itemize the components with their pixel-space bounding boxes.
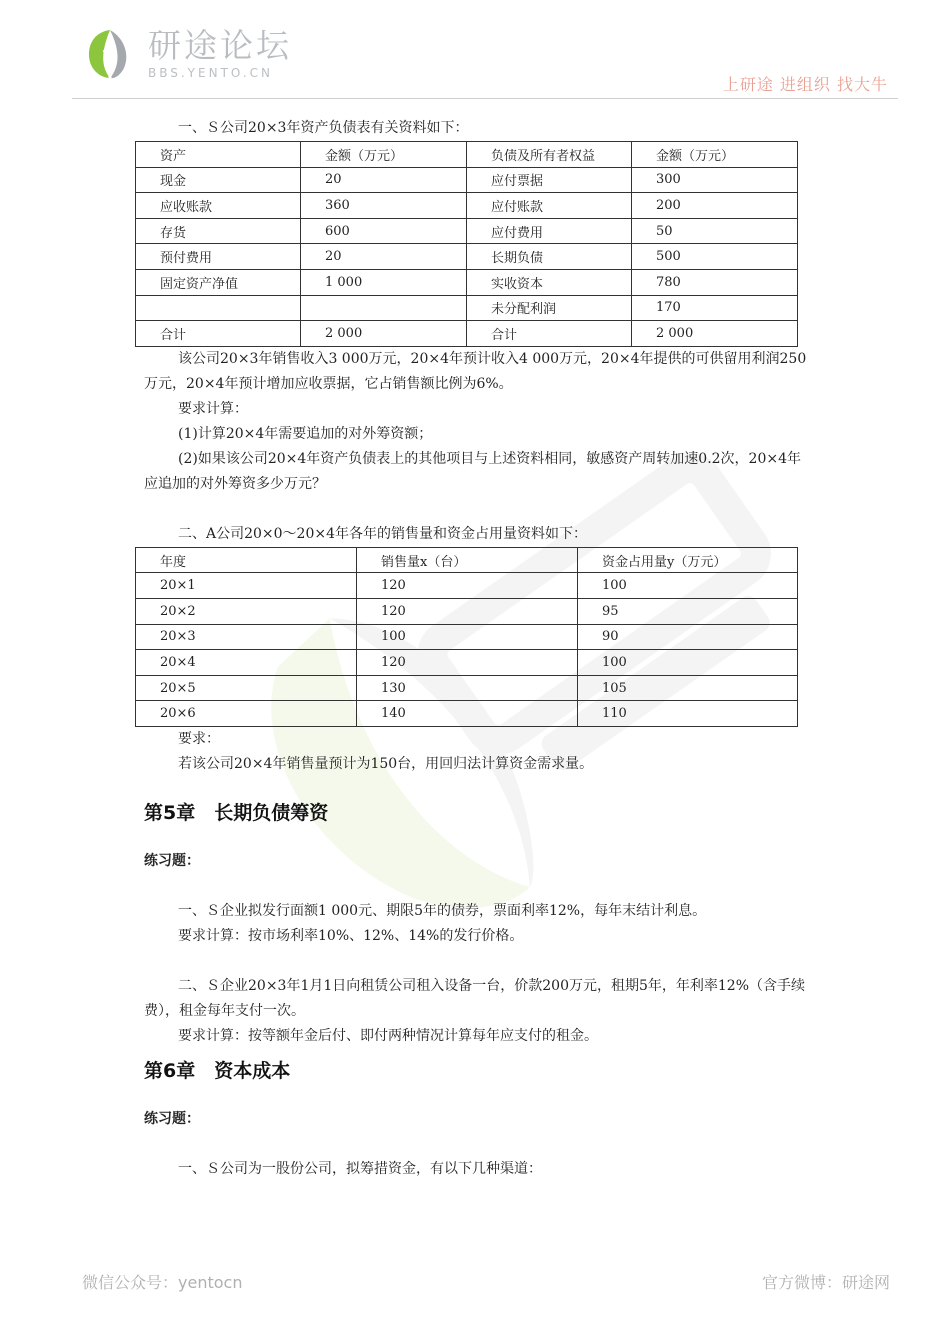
table-cell: 20×4 — [136, 650, 357, 676]
table-cell: 现金 — [136, 167, 301, 193]
table-header-cell: 年度 — [136, 547, 357, 573]
table-cell: 200 — [632, 193, 798, 219]
table-cell: 360 — [301, 193, 467, 219]
table-row — [136, 167, 798, 193]
table-header-cell: 销售量x（台） — [357, 547, 578, 573]
section1-question-1: (1)计算20×4年需要追加的对外筹资额； — [178, 425, 433, 442]
logo-title: 研途论坛 — [148, 26, 292, 65]
table-cell: 20×3 — [136, 624, 357, 650]
table-cell: 120 — [357, 573, 578, 599]
table-cell: 20 — [301, 167, 467, 193]
table-cell: 应付票据 — [467, 167, 632, 193]
table-cell: 120 — [357, 598, 578, 624]
table-cell: 100 — [578, 573, 798, 599]
site-logo[interactable] — [80, 24, 292, 84]
table-row — [136, 244, 798, 270]
chapter6-exercise-label: 练习题： — [144, 1110, 200, 1127]
table-cell: 20×1 — [136, 573, 357, 599]
header-divider — [72, 98, 898, 99]
table-cell: 170 — [632, 295, 798, 321]
chapter5-question-1: 一、Ｓ企业拟发行面额1 000元、期限5年的债券，票面利率12%，每年末结计利息。 — [178, 902, 707, 919]
table-cell: 合计 — [467, 321, 632, 347]
table-cell: 预付费用 — [136, 244, 301, 270]
table-cell — [301, 295, 467, 321]
chapter6-title: 第6章 资本成本 — [144, 1059, 291, 1082]
table-cell: 105 — [578, 675, 798, 701]
table-header-row — [136, 547, 798, 573]
section1-paragraph: 该公司20×3年销售收入3 000万元，20×4年预计收入4 000万元，20×4年提供的可供留用利润250万元，20×4年预计增加应收票据，它占销售额比例为6%。 — [144, 350, 807, 392]
section2-requirement: 若该公司20×4年销售量预计为150台，用回归法计算资金需求量。 — [178, 755, 594, 772]
table-row — [136, 701, 798, 727]
chapter5-question-2: 二、Ｓ企业20×3年1月1日向租赁公司租入设备一台，价款200万元，租期5年，年利率12%（含手续费），租金每年支付一次。 — [144, 977, 806, 1019]
table-row — [136, 675, 798, 701]
table-header-cell: 金额（万元） — [632, 142, 798, 168]
section1-question-2: (2)如果该公司20×4年资产负债表上的其他项目与上述资料相同，敏感资产周转加速0.2次，20×4年应追加的对外筹资多少万元？ — [144, 450, 801, 492]
table-cell: 100 — [578, 650, 798, 676]
table-cell: 90 — [578, 624, 798, 650]
table-row — [136, 193, 798, 219]
table-cell: 120 — [357, 650, 578, 676]
table-header-cell: 负债及所有者权益 — [467, 142, 632, 168]
chapter5-title: 第5章 长期负债筹资 — [144, 801, 329, 824]
table-cell: 存货 — [136, 218, 301, 244]
section2-requirement-label: 要求： — [178, 730, 220, 747]
header-slogan: 上研途 进组织 找大牛 — [722, 75, 888, 94]
table-row — [136, 598, 798, 624]
table-cell — [136, 295, 301, 321]
section1-intro: 一、Ｓ公司20×3年资产负债表有关资料如下： — [178, 120, 469, 136]
balance-sheet-table — [135, 141, 798, 347]
table-cell: 20×6 — [136, 701, 357, 727]
footer-weibo: 官方微博：研途网 — [761, 1273, 890, 1292]
table-row — [136, 624, 798, 650]
section2-intro: 二、A公司20×0～20×4年各年的销售量和资金占用量资料如下： — [178, 525, 588, 542]
table-header-row — [136, 142, 798, 168]
table-row — [136, 218, 798, 244]
table-cell: 合计 — [136, 321, 301, 347]
table-cell: 600 — [301, 218, 467, 244]
chapter5-exercise-label: 练习题： — [144, 852, 200, 869]
table-cell: 未分配利润 — [467, 295, 632, 321]
chapter5-question-1-requirement: 要求计算：按市场利率10%、12%、14%的发行价格。 — [178, 927, 524, 944]
logo-subtitle: BBS.YENTO.CN — [148, 66, 274, 80]
table-cell: 应付账款 — [467, 193, 632, 219]
table-cell: 50 — [632, 218, 798, 244]
table-cell: 应收账款 — [136, 193, 301, 219]
logo-leaf-icon — [80, 24, 140, 84]
document-body — [144, 108, 807, 1182]
table-row — [136, 650, 798, 676]
table-cell: 固定资产净值 — [136, 269, 301, 295]
section1-requirement-label: 要求计算： — [178, 400, 248, 417]
table-cell: 1 000 — [301, 269, 467, 295]
table-cell: 2 000 — [301, 321, 467, 347]
table-header-cell: 金额（万元） — [301, 142, 467, 168]
chapter5-question-2-requirement: 要求计算：按等额年金后付、即付两种情况计算每年应支付的租金。 — [178, 1027, 598, 1044]
table-cell: 500 — [632, 244, 798, 270]
table-cell: 长期负债 — [467, 244, 632, 270]
table-cell: 应付费用 — [467, 218, 632, 244]
table-row — [136, 269, 798, 295]
table-cell: 2 000 — [632, 321, 798, 347]
table-cell: 140 — [357, 701, 578, 727]
sales-capital-table — [135, 547, 798, 727]
footer-wechat: 微信公众号：yentocn — [82, 1273, 243, 1292]
table-cell: 95 — [578, 598, 798, 624]
table-row — [136, 321, 798, 347]
table-cell: 实收资本 — [467, 269, 632, 295]
table-header-cell: 资产 — [136, 142, 301, 168]
chapter6-question-1: 一、Ｓ公司为一股份公司，拟筹措资金，有以下几种渠道： — [178, 1160, 542, 1177]
table-header-cell: 资金占用量y（万元） — [578, 547, 798, 573]
table-cell: 130 — [357, 675, 578, 701]
table-cell: 100 — [357, 624, 578, 650]
table-cell: 110 — [578, 701, 798, 727]
table-cell: 20 — [301, 244, 467, 270]
table-cell: 300 — [632, 167, 798, 193]
table-row — [136, 295, 798, 321]
table-row — [136, 573, 798, 599]
table-cell: 780 — [632, 269, 798, 295]
table-cell: 20×2 — [136, 598, 357, 624]
table-cell: 20×5 — [136, 675, 357, 701]
